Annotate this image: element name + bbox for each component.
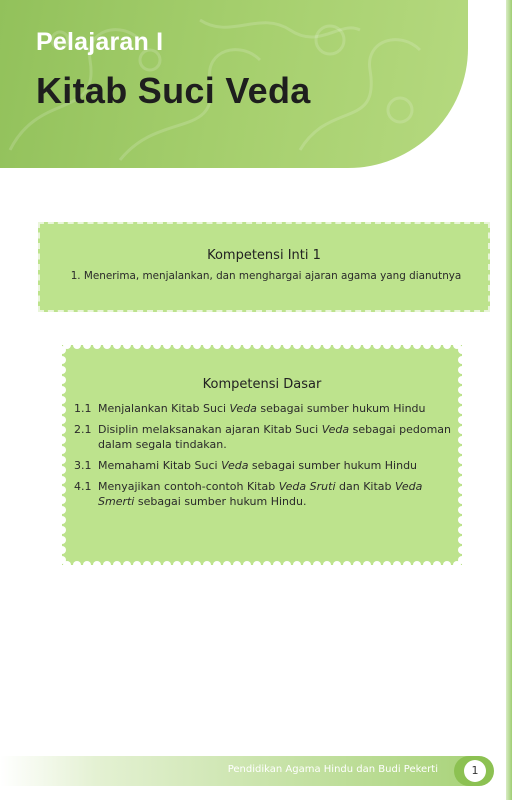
item-number: 1.1 [74, 402, 92, 415]
item-text: Disiplin melaksanakan ajaran Kitab Suci Veda sebagai pedoman dalam segala tindakan. [98, 423, 451, 451]
kompetensi-dasar-title: Kompetensi Dasar [202, 377, 322, 392]
page-edge-strip [506, 0, 512, 800]
chapter-header [0, 0, 468, 168]
kompetensi-inti-title: Kompetensi Inti 1 [207, 248, 321, 263]
list-item [74, 401, 454, 416]
page-number: 1 [464, 760, 486, 782]
kompetensi-dasar-list [74, 401, 454, 515]
list-item [74, 458, 454, 473]
item-text: Memahami Kitab Suci Veda sebagai sumber hukum Hindu [98, 459, 418, 472]
footer-bar [0, 756, 478, 786]
lesson-title: Kitab Suci Veda [36, 70, 311, 111]
item-text: Menyajikan contoh-contoh Kitab Veda Sruti dan Kitab Veda Smerti sebagai sumber hukum Hindu. [98, 480, 423, 508]
list-item [74, 422, 454, 452]
kompetensi-dasar-box [62, 345, 462, 565]
kompetensi-inti-box [38, 222, 490, 312]
book-title: Pendidikan Agama Hindu dan Budi Pekerti [227, 764, 438, 775]
item-text: Menjalankan Kitab Suci Veda sebagai sumber hukum Hindu [98, 402, 426, 415]
lesson-label: Pelajaran I [36, 28, 164, 56]
list-item [74, 479, 454, 509]
kompetensi-inti-text: 1. Menerima, menjalankan, dan menghargai ajaran agama yang dianutnya [70, 270, 462, 282]
item-number: 2.1 [74, 423, 92, 436]
page-number-badge [454, 756, 494, 786]
item-number: 3.1 [74, 459, 92, 472]
item-number: 4.1 [74, 480, 92, 493]
